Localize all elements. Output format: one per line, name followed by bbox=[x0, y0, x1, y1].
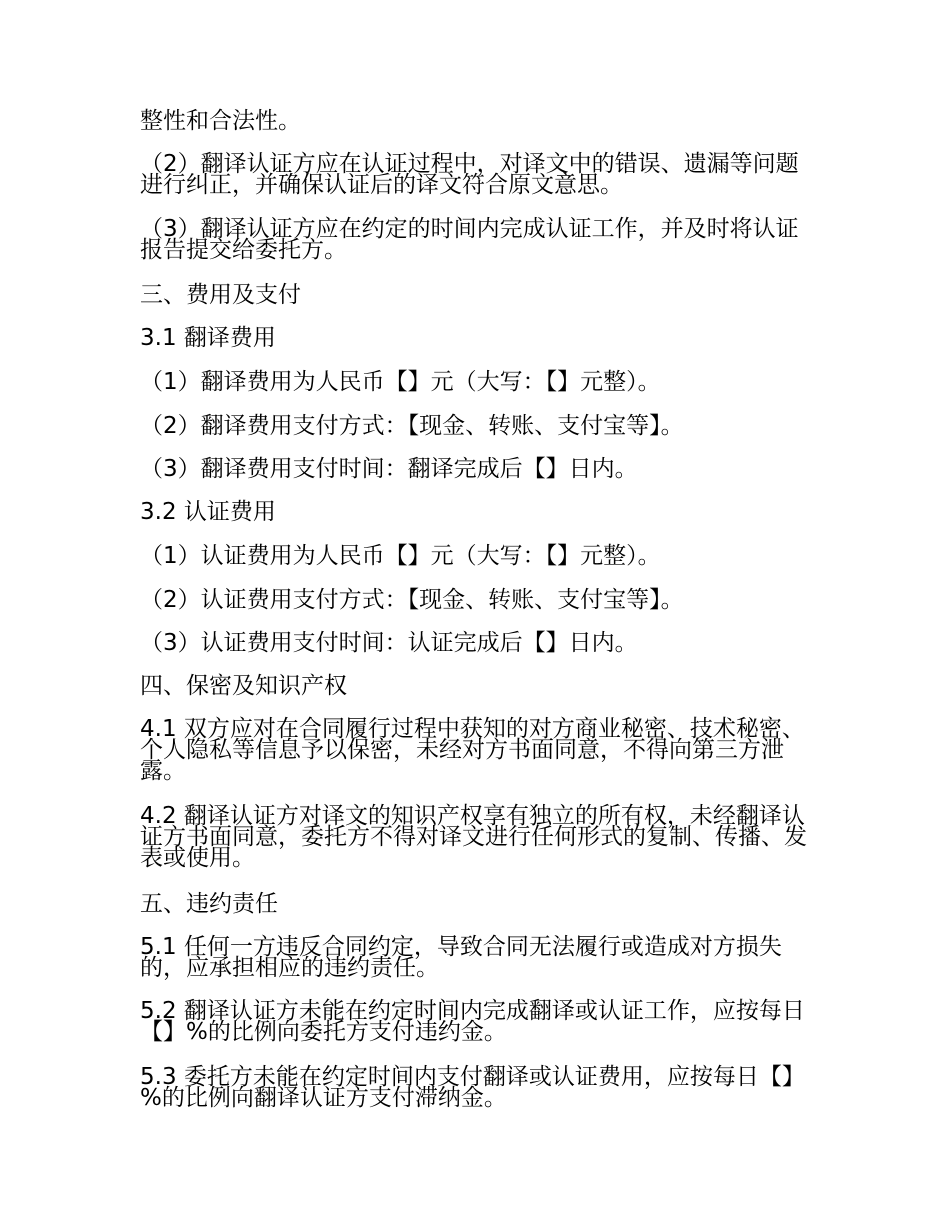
paragraph-5-2: 5.2 翻译认证方未能在约定时间内完成翻译或认证工作，应按每日【】%的比例向委托方支付违约金。 bbox=[140, 998, 805, 1045]
paragraph-3-1-2: （2）翻译费用支付方式：【现金、转账、支付宝等】。 bbox=[140, 413, 684, 439]
section-heading-fees: 三、费用及支付 bbox=[140, 282, 301, 308]
section-heading-confidentiality: 四、保密及知识产权 bbox=[140, 673, 347, 699]
paragraph-5-3: 5.3 委托方未能在约定时间内支付翻译或认证费用，应按每日【】%的比例向翻译认证方支付滞纳金。 bbox=[140, 1064, 805, 1111]
paragraph-3-1-1: （1）翻译费用为人民币【】元（大写：【】元整）。 bbox=[140, 369, 661, 395]
subheading-translation-fees: 3.1 翻译费用 bbox=[140, 325, 276, 351]
paragraph-4-2: 4.2 翻译认证方对译文的知识产权享有独立的所有权，未经翻译认证方书面同意，委托方不得对译文进行任何形式的复制、传播、发表或使用。 bbox=[140, 803, 807, 871]
paragraph-continuation: 整性和合法性。 bbox=[140, 108, 301, 134]
paragraph-3-2-2: （2）认证费用支付方式：【现金、转账、支付宝等】。 bbox=[140, 587, 684, 613]
paragraph-5-1: 5.1 任何一方违反合同约定，导致合同无法履行或造成对方损失的，应承担相应的违约责任。 bbox=[140, 934, 782, 981]
paragraph-4-1: 4.1 双方应对在合同履行过程中获知的对方商业秘密、技术秘密、个人隐私等信息予以保密，未经对方书面同意，不得向第三方泄露。 bbox=[140, 716, 805, 784]
paragraph-3-1-3: （3）翻译费用支付时间：翻译完成后【】日内。 bbox=[140, 456, 638, 482]
section-heading-liability: 五、违约责任 bbox=[140, 891, 278, 917]
paragraph-3-2-1: （1）认证费用为人民币【】元（大写：【】元整）。 bbox=[140, 543, 661, 569]
subheading-certification-fees: 3.2 认证费用 bbox=[140, 499, 276, 525]
paragraph-2-3: （3）翻译认证方应在约定的时间内完成认证工作，并及时将认证报告提交给委托方。 bbox=[140, 216, 799, 263]
paragraph-2-2: （2）翻译认证方应在认证过程中，对译文中的错误、遗漏等问题进行纠正，并确保认证后的译文符合原文意思。 bbox=[140, 151, 799, 198]
paragraph-3-2-3: （3）认证费用支付时间：认证完成后【】日内。 bbox=[140, 630, 638, 656]
